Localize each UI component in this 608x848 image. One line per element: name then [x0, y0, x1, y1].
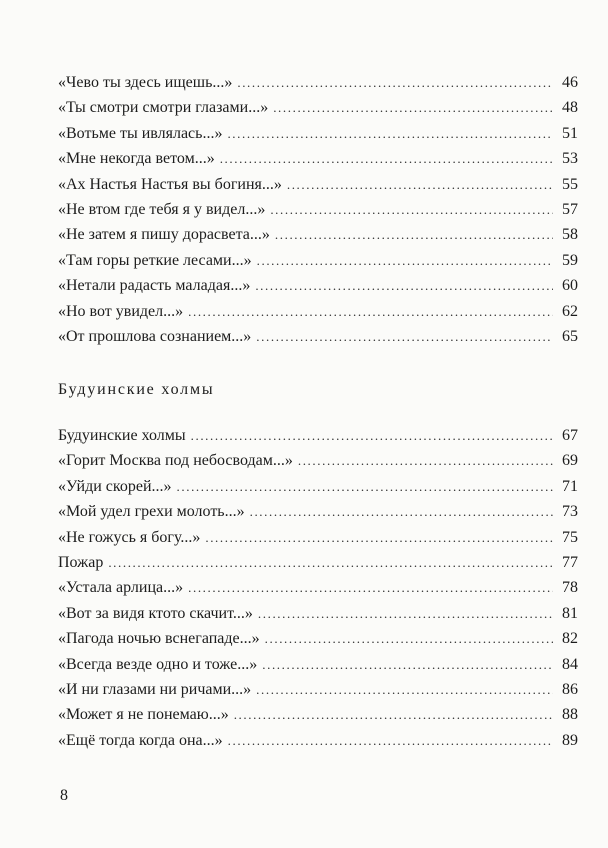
toc-entry-page: 84	[562, 655, 578, 673]
toc-entry-title: «Вотьме ты ивлялась...»	[58, 124, 223, 142]
toc-entry-title: «Устала арлица...»	[58, 579, 184, 597]
dot-leader	[287, 172, 553, 197]
toc-entry-page: 60	[562, 277, 578, 295]
toc-entry	[58, 121, 578, 146]
toc-entry	[58, 248, 578, 273]
dot-leader	[255, 273, 553, 298]
toc-entry-title: Будуинские холмы	[58, 427, 186, 444]
toc-entry	[58, 324, 578, 349]
toc-entry-title: «Мой удел грехи молоть...»	[58, 503, 245, 521]
toc-entry-page: 53	[562, 150, 578, 168]
dot-leader	[265, 626, 553, 651]
toc-entry-title: «Не затем я пишу дорасвета...»	[58, 226, 270, 244]
dot-leader	[256, 677, 553, 702]
toc-entry	[58, 474, 578, 499]
dot-leader	[258, 601, 553, 626]
toc-entry	[58, 448, 578, 473]
toc-entry-page: 57	[562, 200, 578, 218]
dot-leader	[275, 222, 553, 247]
toc-entry	[58, 423, 578, 448]
toc-entry-page: 73	[562, 503, 578, 521]
toc-entry-page: 67	[562, 427, 578, 444]
toc-entry-title: «Пагода ночью вснегападе...»	[58, 630, 260, 648]
toc-entry	[58, 525, 578, 550]
toc-entry-page: 55	[562, 175, 578, 193]
toc-entry-title: «Мне некогда ветом...»	[58, 150, 215, 168]
toc-list-part1	[58, 70, 578, 349]
toc-entry-title: Пожар	[58, 553, 104, 571]
dot-leader	[205, 525, 553, 550]
toc-entry-page: 86	[562, 680, 578, 698]
toc-entry	[58, 95, 578, 120]
dot-leader	[177, 474, 553, 499]
dot-leader	[234, 702, 553, 727]
toc-entry-title: «Может я не понемаю...»	[58, 706, 229, 724]
dot-leader	[227, 121, 553, 146]
toc-entry-page: 58	[562, 226, 578, 244]
dot-leader	[257, 248, 553, 273]
dot-leader	[228, 728, 553, 753]
toc-entry-page: 62	[562, 302, 578, 320]
toc-entry-page: 81	[562, 604, 578, 622]
toc-entry-page: 71	[562, 477, 578, 495]
toc-entry	[58, 197, 578, 222]
toc-entry-page: 69	[562, 452, 578, 470]
toc-entry-page: 46	[562, 74, 578, 91]
toc-entry	[58, 70, 578, 95]
toc-entry	[58, 299, 578, 324]
dot-leader	[220, 146, 553, 171]
dot-leader	[262, 652, 553, 677]
toc-entry	[58, 728, 578, 753]
toc-entry-title: «Ах Настья Настья вы богиня...»	[58, 175, 282, 193]
toc-entry-title: «Но вот увидел...»	[58, 302, 184, 320]
page-number: 8	[60, 787, 68, 804]
dot-leader	[250, 499, 553, 524]
toc-entry-page: 88	[562, 706, 578, 724]
toc-entry-title: «От прошлова сознанием...»	[58, 327, 252, 345]
toc-entry-title: «Ты смотри смотри глазами...»	[58, 99, 269, 117]
toc-entry	[58, 652, 578, 677]
dot-leader	[298, 448, 553, 473]
dot-leader	[108, 550, 553, 575]
toc-entry	[58, 677, 578, 702]
toc-entry-title: «Всегда везде одно и тоже...»	[58, 655, 258, 673]
toc-entry-title: «Горит Москва под небосводам...»	[58, 452, 293, 470]
toc-entry-title: «Не гожусь я богу...»	[58, 528, 201, 546]
toc-entry	[58, 273, 578, 298]
toc-entry-page: 89	[562, 731, 578, 749]
toc-entry-page: 78	[562, 579, 578, 597]
toc-entry-page: 77	[562, 553, 578, 571]
toc-entry	[58, 626, 578, 651]
toc-entry-title: «Там горы реткие лесами...»	[58, 251, 252, 269]
dot-leader	[273, 95, 553, 120]
toc-entry-page: 75	[562, 528, 578, 546]
toc-entry-title: «Не втом где тебя я у видел...»	[58, 200, 266, 218]
toc-entry	[58, 601, 578, 626]
toc-entry	[58, 702, 578, 727]
dot-leader	[270, 197, 553, 222]
toc-entry-title: «Ещё тогда когда она...»	[58, 731, 223, 749]
dot-leader	[188, 575, 553, 600]
toc-entry-page: 48	[562, 99, 578, 117]
toc-entry-title: «Уйди скорей...»	[58, 477, 172, 495]
section-heading: Будуинские холмы	[58, 381, 215, 398]
toc-entry-title: «Вот за видя ктото скачит...»	[58, 604, 253, 622]
toc-entry-title: «И ни глазами ни ричами...»	[58, 680, 252, 698]
dot-leader	[191, 423, 553, 448]
toc-entry-page: 65	[562, 327, 578, 345]
toc-entry	[58, 499, 578, 524]
dot-leader	[188, 299, 553, 324]
toc-entry	[58, 550, 578, 575]
toc-entry-page: 51	[562, 124, 578, 142]
toc-entry-page: 82	[562, 630, 578, 648]
toc-entry-title: «Нетали радасть маладая...»	[58, 277, 251, 295]
toc-entry-page: 59	[562, 251, 578, 269]
toc-entry	[58, 146, 578, 171]
toc-entry	[58, 575, 578, 600]
toc-entry	[58, 222, 578, 247]
toc-entry	[58, 172, 578, 197]
toc-list-part2	[58, 423, 578, 753]
toc-entry-title: «Чево ты здесь ищешь...»	[58, 74, 233, 91]
dot-leader	[256, 324, 553, 349]
dot-leader	[237, 70, 553, 95]
